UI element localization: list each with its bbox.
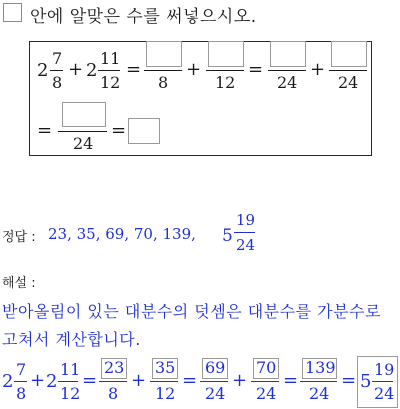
fraction-bar bbox=[58, 381, 78, 382]
answer-final-numerator: 19 bbox=[236, 211, 256, 229]
blank-box-icon bbox=[3, 3, 22, 22]
answer-input-6[interactable] bbox=[128, 118, 160, 144]
mixed2-numerator: 11 bbox=[100, 49, 121, 68]
fraction-bar bbox=[206, 70, 244, 71]
exp-mixed2-numerator: 11 bbox=[60, 360, 81, 379]
fraction-bar bbox=[50, 70, 63, 71]
equals-sign: = bbox=[341, 370, 357, 391]
equals-sign: = bbox=[182, 370, 198, 391]
answer-final-denominator: 24 bbox=[236, 236, 256, 254]
fraction-bar bbox=[144, 70, 182, 71]
mixed1-denominator: 8 bbox=[52, 73, 63, 92]
plus-sign: + bbox=[232, 370, 248, 391]
fraction-bar bbox=[329, 70, 367, 71]
plus-sign: + bbox=[30, 370, 46, 391]
exp-f1-numerator: 23 bbox=[104, 358, 125, 377]
fraction-bar bbox=[14, 381, 27, 382]
exp-mixed2-denominator: 12 bbox=[60, 384, 81, 403]
answer-input-4[interactable] bbox=[331, 41, 367, 67]
fraction-bar bbox=[58, 131, 107, 132]
answer-values: 23, 35, 69, 70, 139, bbox=[48, 225, 196, 243]
exp-final-whole: 5 bbox=[360, 371, 372, 392]
denominator-24: 24 bbox=[338, 73, 359, 92]
plus-sign: + bbox=[68, 59, 84, 80]
equals-sign: = bbox=[126, 59, 142, 80]
equals-sign: = bbox=[111, 120, 127, 141]
plus-sign: + bbox=[186, 59, 202, 80]
exp-f3-denominator: 24 bbox=[205, 384, 226, 403]
exp-f5-denominator: 24 bbox=[309, 384, 330, 403]
equals-sign: = bbox=[37, 120, 53, 141]
equals-sign: = bbox=[283, 370, 299, 391]
exp-mixed2-whole: 2 bbox=[46, 371, 58, 392]
exp-mixed1-denominator: 8 bbox=[16, 384, 27, 403]
denominator-24: 24 bbox=[73, 134, 94, 153]
exp-f2-numerator: 35 bbox=[155, 358, 176, 377]
fraction-bar bbox=[268, 70, 306, 71]
mixed1-whole: 2 bbox=[37, 60, 49, 81]
mixed2-whole: 2 bbox=[86, 60, 98, 81]
exp-final-numerator: 19 bbox=[374, 360, 395, 379]
answer-input-5[interactable] bbox=[62, 102, 106, 127]
exp-f4-numerator: 70 bbox=[256, 358, 277, 377]
exp-mixed1-numerator: 7 bbox=[16, 360, 27, 379]
denominator-24: 24 bbox=[277, 73, 298, 92]
fraction-bar bbox=[251, 381, 279, 382]
exp-f2-denominator: 12 bbox=[155, 384, 176, 403]
equals-sign: = bbox=[82, 370, 98, 391]
exp-final-denominator: 24 bbox=[374, 384, 395, 403]
equals-sign: = bbox=[248, 59, 264, 80]
answer-input-2[interactable] bbox=[208, 41, 244, 67]
fraction-bar bbox=[150, 381, 178, 382]
exp-mixed1-whole: 2 bbox=[2, 371, 14, 392]
fraction-bar bbox=[234, 232, 255, 233]
exp-f3-numerator: 69 bbox=[205, 358, 226, 377]
exp-f1-denominator: 8 bbox=[108, 384, 119, 403]
exp-f5-numerator: 139 bbox=[305, 358, 336, 377]
fraction-bar bbox=[372, 381, 393, 382]
fraction-bar bbox=[99, 381, 127, 382]
mixed2-denominator: 12 bbox=[100, 73, 121, 92]
explanation-label: 해설 : bbox=[2, 276, 36, 291]
explanation-line-2: 고쳐서 계산합니다. bbox=[2, 330, 141, 349]
plus-sign: + bbox=[310, 59, 326, 80]
denominator-8: 8 bbox=[158, 73, 169, 92]
denominator-12: 12 bbox=[215, 73, 236, 92]
mixed1-numerator: 7 bbox=[52, 49, 63, 68]
fraction-bar bbox=[200, 381, 228, 382]
fraction-bar bbox=[98, 70, 120, 71]
answer-final-whole: 5 bbox=[222, 226, 233, 246]
plus-sign: + bbox=[131, 370, 147, 391]
answer-input-3[interactable] bbox=[270, 41, 306, 67]
question-prompt: 안에 알맞은 수를 써넣으시오. bbox=[30, 7, 257, 27]
answer-input-1[interactable] bbox=[146, 41, 182, 67]
answer-label: 정답 : bbox=[2, 230, 36, 245]
fraction-bar bbox=[300, 381, 337, 382]
explanation-line-1: 받아올림이 있는 대분수의 덧셈은 대분수를 가분수로 bbox=[2, 302, 381, 321]
exp-f4-denominator: 24 bbox=[256, 384, 277, 403]
